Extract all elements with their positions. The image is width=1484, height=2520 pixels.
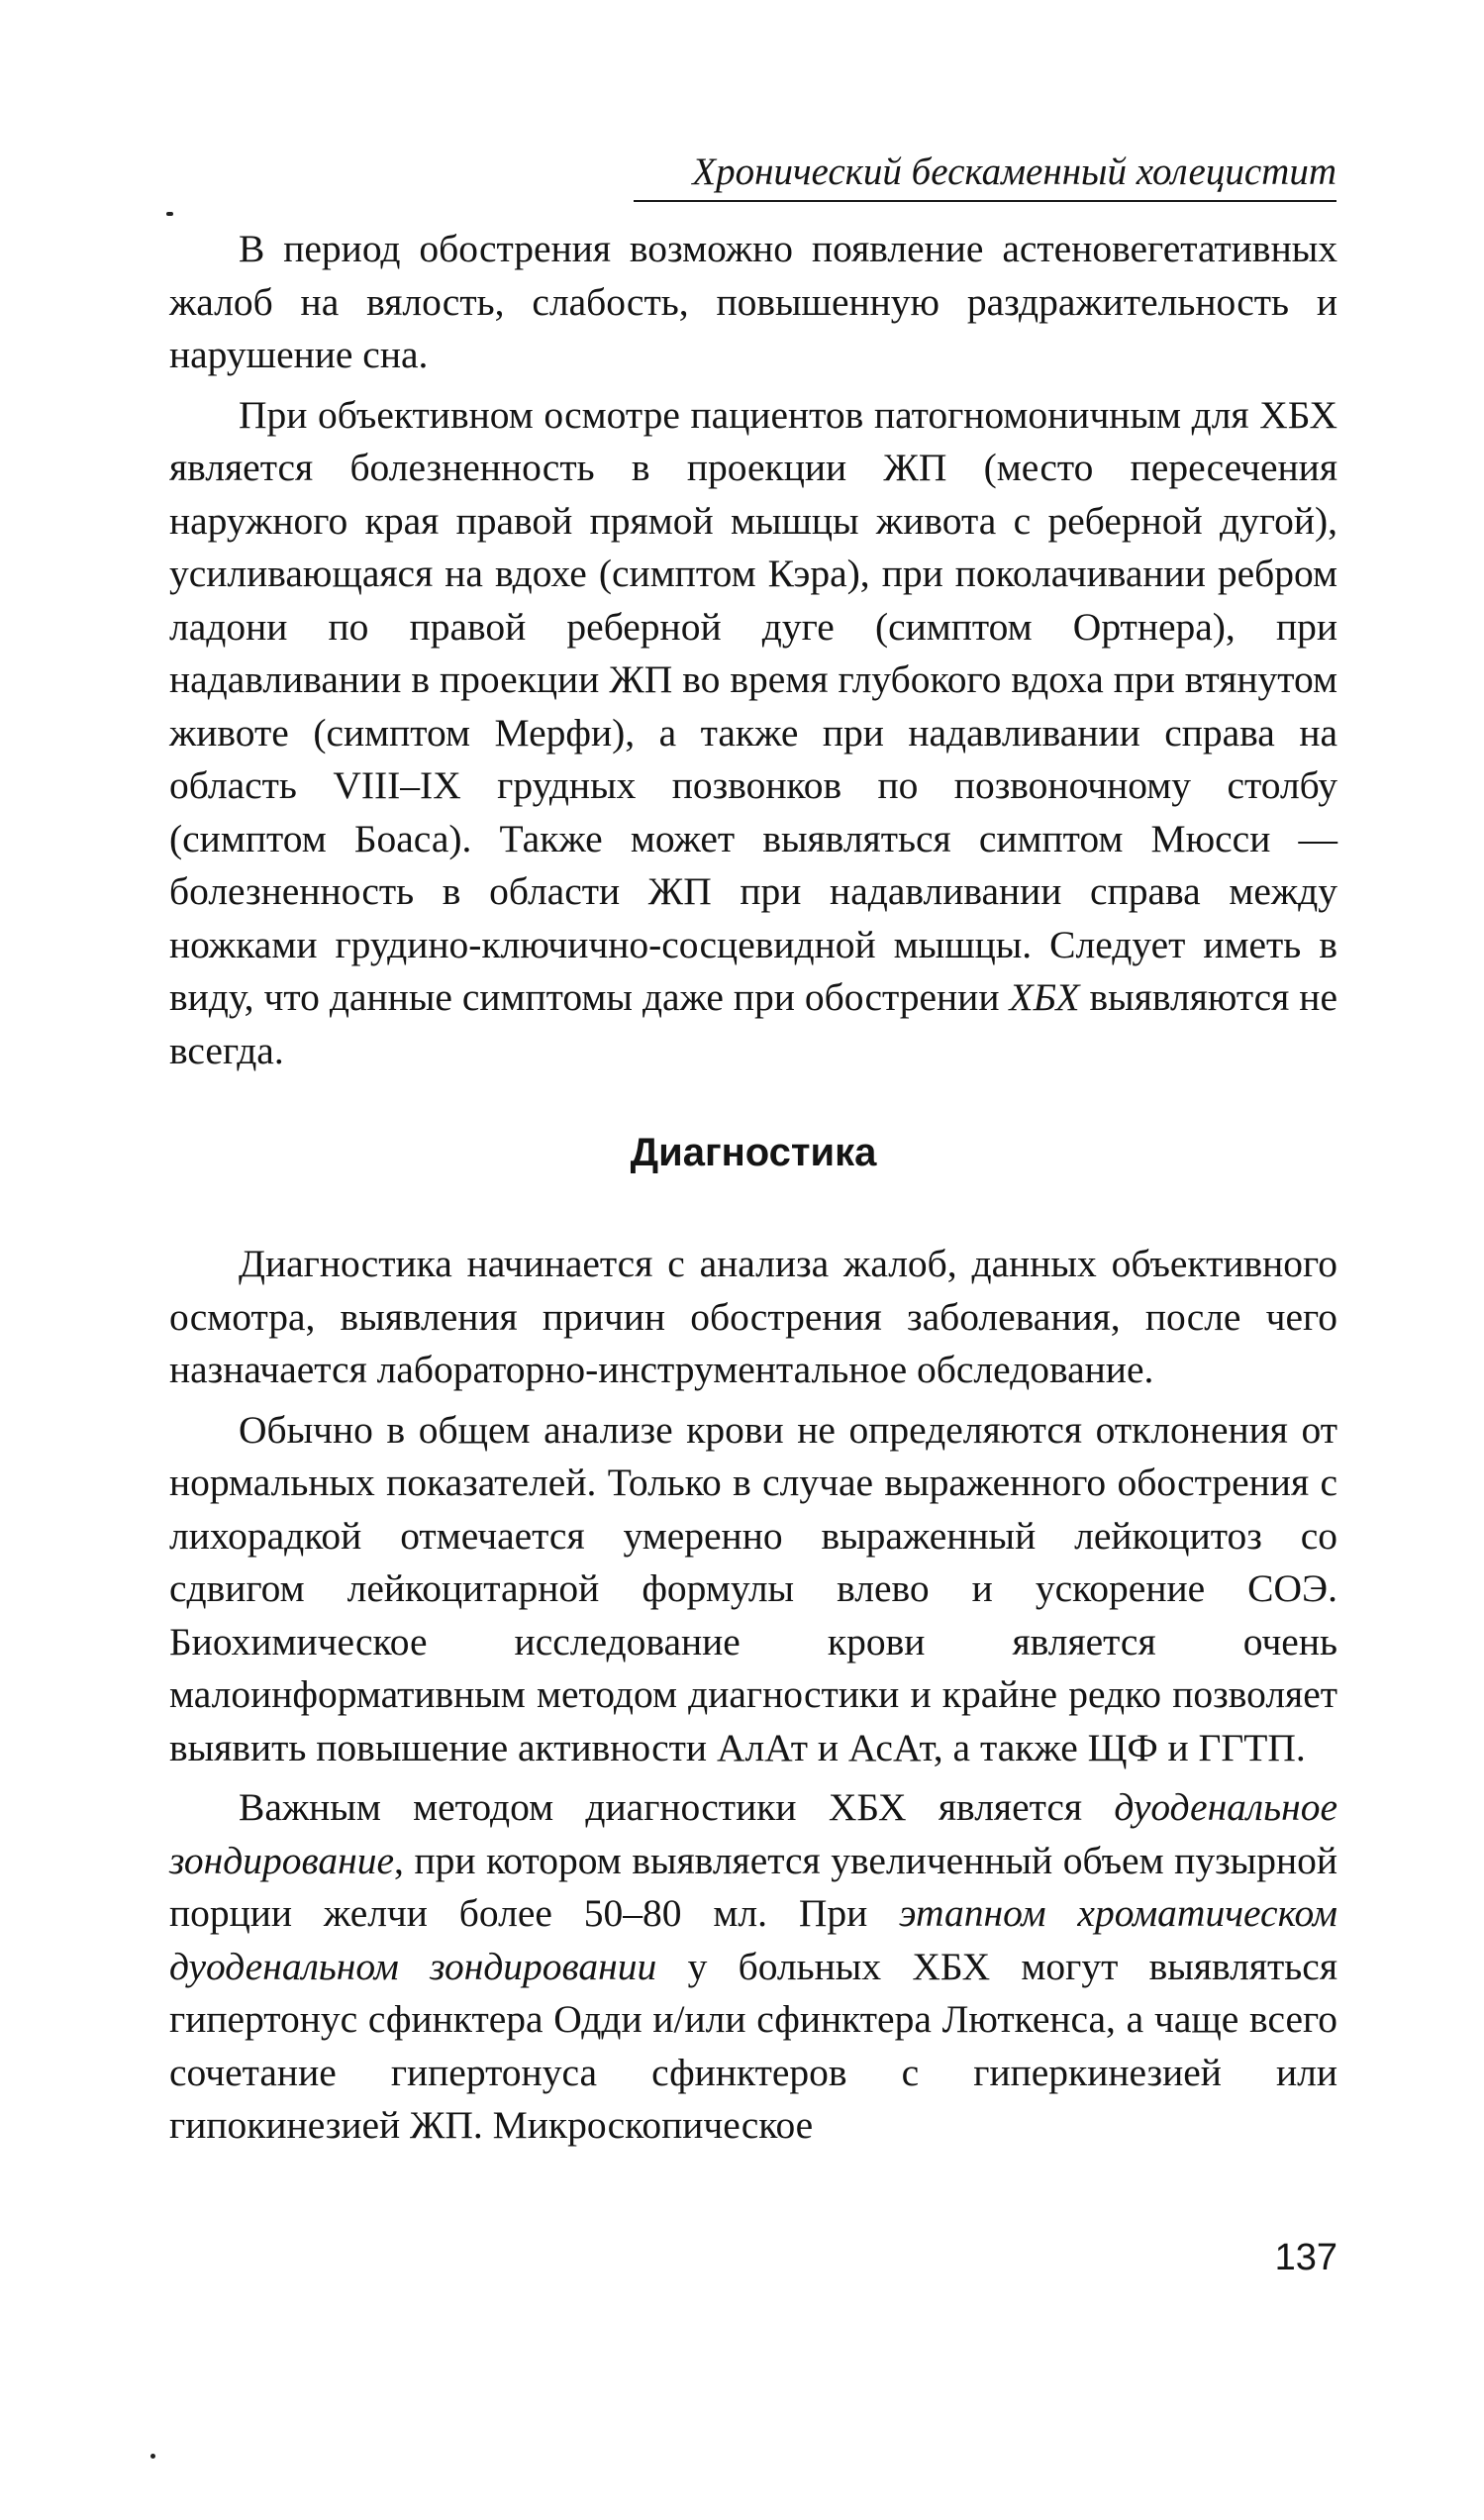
section-diagnostics <box>169 1238 1337 2153</box>
probing-italic-2: этапном хроматическом дуоденальном зондировании <box>169 1891 1338 1988</box>
paragraph-examination-italic: ХБХ <box>1009 975 1080 1019</box>
paragraph-examination <box>169 389 1337 1078</box>
probing-italic-1: дуоденальное зондирование <box>169 1785 1337 1882</box>
paragraph-blood-analysis: Обычно в общем анализе крови не определяются отклонения от нормальных показателей. Только в случае выраженного обострения с лихорадкой отмечается умеренно выраженный лейкоцитоз со сдвигом лейкоцитарной формулы влево и ускорение СОЭ. Биохимическое исследование крови является очень малоинформативным методом диагностики и крайне редко позволяет выявить повышение активности АлАт и АсАт, а также ЩФ и ГГТП. <box>169 1407 1337 1769</box>
section-symptoms <box>169 223 1337 1077</box>
paragraph-duodenal-probing <box>169 1781 1337 2153</box>
paragraph-examination-end: выявляются не всегда. <box>169 975 1337 1072</box>
probing-text-b: , при котором выявляется увеличенный объем пузырной порции желчи более 50–80 мл. При <box>169 1838 1337 1935</box>
paragraph-examination-text: При объективном осмотре пациентов патогномоничным для ХБХ является болезненность в проекции ЖП (место пересечения наружного края правой прямой мышцы живота с реберной дугой), усиливающаяся на вдохе (симптом Кэра), при поколачивании ребром ладони по правой реберной дуге (симптом Ортнера), при надавливании в проекции ЖП во время глубокого вдоха при втянутом животе (симптом Мерфи), а также при надавливании справа на область VIII–IX грудных позвонков по позвоночному столбу (симптом Боаса). Также может выявляться симптом Мюсси — болезненность в области ЖП при надавливании справа между ножками грудино-ключично-сосцевидной мышцы. Следует иметь в виду, что данные симптомы даже при обострении <box>169 392 1337 1019</box>
probing-text-a: Важным методом диагностики ХБХ является <box>239 1785 1115 1829</box>
stray-mark-top <box>166 212 173 216</box>
stray-mark-bottom <box>150 2454 155 2459</box>
probing-text-c: у больных ХБХ могут выявляться гипертонус сфинктера Одди и/или сфинктера Люткенса, а чаще всего сочетание гипертонуса сфинктеров с гиперкинезией или гипокинезией ЖП. Микроскопическое <box>169 1944 1337 2147</box>
paragraph-diagnostics-intro: Диагностика начинается с анализа жалоб, данных объективного осмотра, выявления причин обострения заболевания, после чего назначается лабораторно-инструментальное обследование. <box>169 1242 1337 1391</box>
page-number: 137 <box>1274 2237 1337 2278</box>
section-heading-diagnostics: Диагностика <box>630 1131 877 1174</box>
paragraph-complaints: В период обострения возможно появление астеновегетативных жалоб на вялость, слабость, повышенную раздражительность и нарушение сна. <box>169 227 1337 376</box>
running-head: Хронический бескаменный холецистит <box>634 149 1336 202</box>
